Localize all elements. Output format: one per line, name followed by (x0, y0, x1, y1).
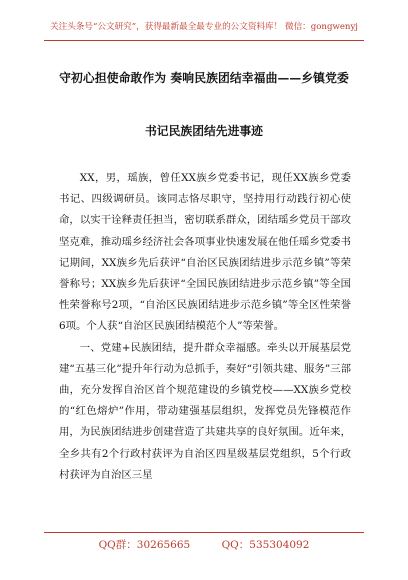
paragraph-intro: XX，男，瑶族，曾任XX族乡党委书记，现任XX族乡党委书记、四级调研员。该同志恪尽职守，坚持用行动践行初心使命，以实干诠释责任担当，密切联系群众，团结瑶乡党员干部攻坚克难，推动瑶乡经济社会各项事业快速发展在他任瑶乡党委书记期间，XX族乡先后获评“自治区民族团结进步示范乡镇”等荣誉称号；XX族乡先后获评“全国民族团结进步示范乡镇”等全国性荣誉称号2项，“自治区民族团结进步示范乡镇”等全区性荣誉6项。个人获“自治区民族团结模范个人”等荣誉。 (59, 172, 351, 333)
paragraph-section-one: 一、党建+民族团结，提升群众幸福感。牵头以开展基层党建“五基三化”提升年行动为总抓手，奏好“引领共建、服务”三部曲，充分发挥自治区首个规范建设的乡镇党校——XX族乡党校的“红色熔炉”作用，带动建强基层组织，发挥党员先锋模范作用，为民族团结进步创建营造了共建共享的良好氛围。近年来，全乡共有2个行政村获评为自治区四星级基层党组织，5个行政村获评为自治区三星 (59, 341, 351, 481)
footer (0, 537, 408, 552)
footer-qq-group: QQ群：30265665 (98, 539, 191, 551)
header-note: 关注头条号“公文研究”，获得最新最全最专业的公文资料库！ 微信：gongwenyj (50, 22, 358, 32)
footer-qq-number: QQ：535304092 (221, 539, 310, 551)
document-title-line1: 守初心担使命敢作为 奏响民族团结幸福曲——乡镇党委 (59, 71, 349, 85)
document-title-line2: 书记民族团结先进事迹 (145, 124, 263, 138)
header-divider (44, 40, 364, 41)
document-body (59, 168, 351, 486)
footer-divider (44, 532, 364, 533)
